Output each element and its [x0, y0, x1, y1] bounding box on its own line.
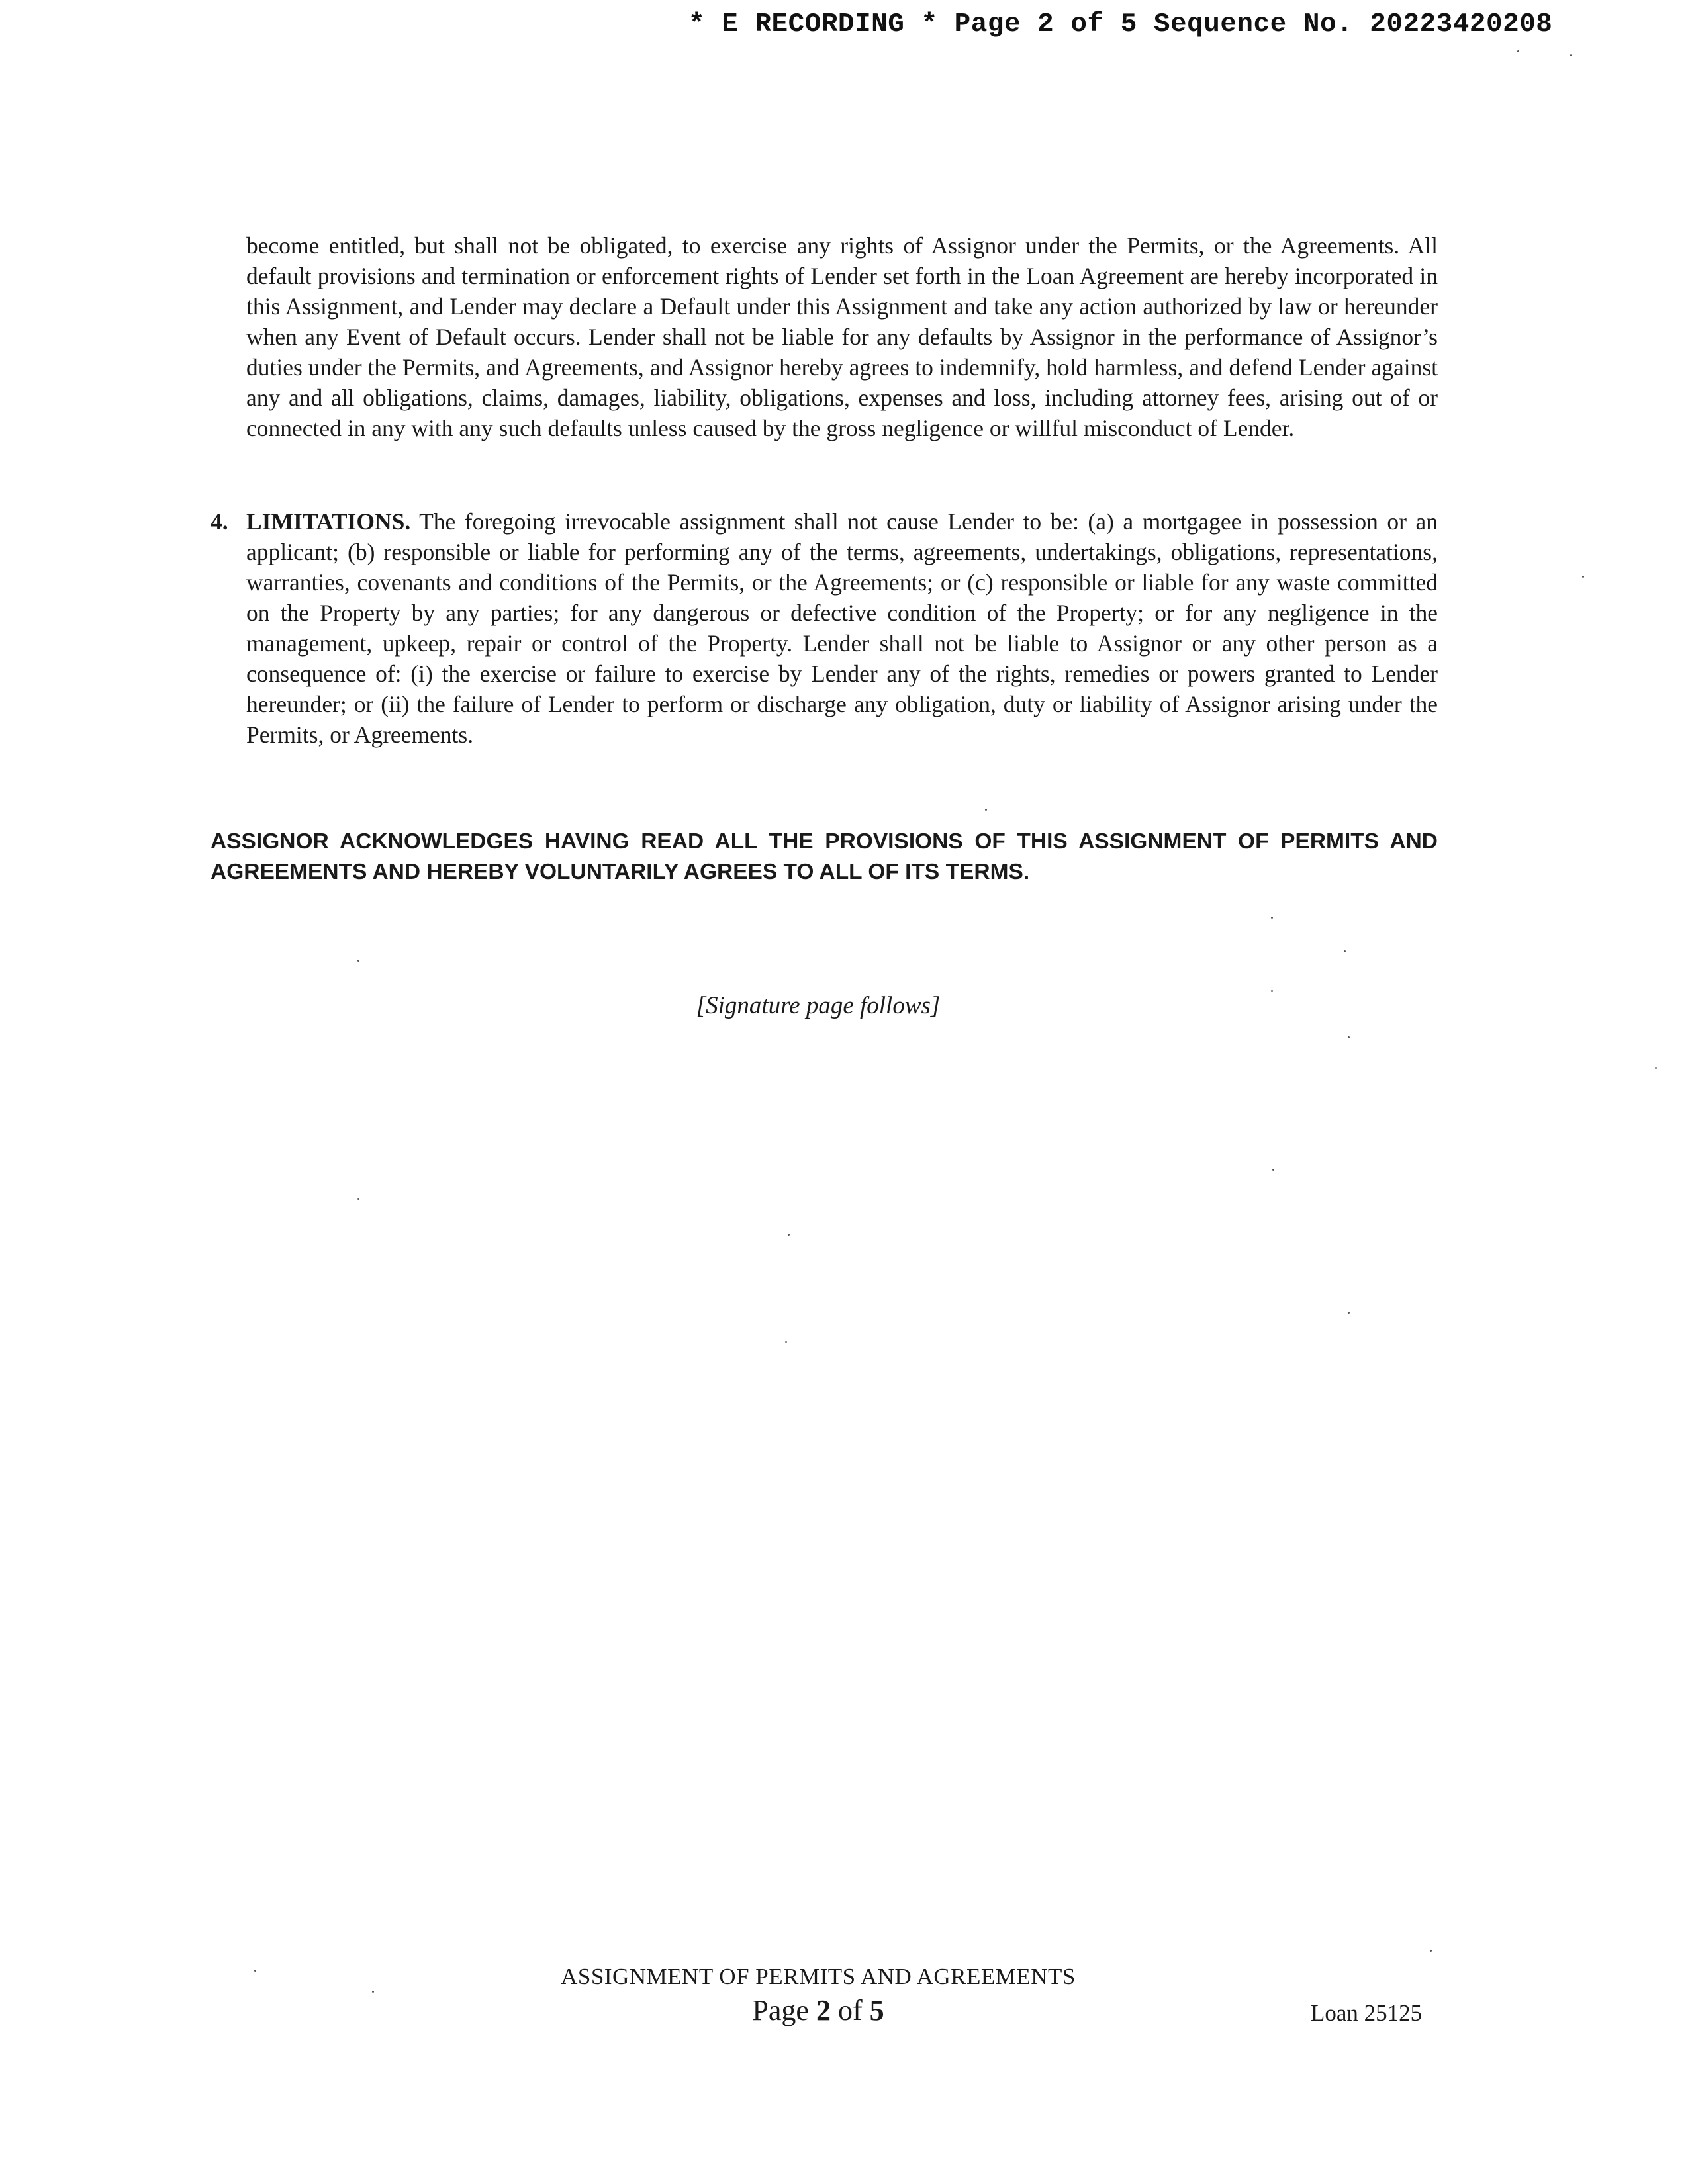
section-number: 4.: [211, 508, 228, 535]
scan-speck: [785, 1341, 787, 1343]
scan-speck: [985, 809, 987, 811]
page-label: Page: [752, 1994, 809, 2026]
scan-speck: [357, 1198, 359, 1200]
page-total: 5: [869, 1994, 884, 2026]
continued-paragraph: become entitled, but shall not be obligated, to exercise any rights of Assignor under the Permits, or the Agreements. All default provisions and termination or enforcement rights of Lender set forth in the Loan Agreement are hereby incorporated in this Assignment, and Lender may declare a Default under this Assignment and take any action authorized by law or hereunder when any Event of Default occurs. Lender shall not be liable for any defaults by Assignor in the performance of Assignor’s duties under the Permits, and Agreements, and Assignor hereby agrees to indemnify, hold harmless, and defend Lender against any and all obligations, claims, damages, liability, obligations, expenses and loss, including attorney fees, arising out of or connected in any with any such defaults unless caused by the gross negligence or willful misconduct of Lender.: [246, 232, 1438, 441]
section-limitations: [211, 506, 1438, 750]
signature-page-note: [Signature page follows]: [696, 992, 941, 1019]
scan-speck: [254, 1970, 256, 1972]
scan-speck: [1348, 1036, 1350, 1038]
scan-speck: [788, 1234, 790, 1236]
acknowledgment-statement: ASSIGNOR ACKNOWLEDGES HAVING READ ALL THE PROVISIONS OF THIS ASSIGNMENT OF PERMITS AND AGREEMENTS AND HEREBY VOLUNTARILY AGREES TO ALL OF ITS TERMS.: [211, 829, 1438, 884]
scan-speck: [1570, 54, 1572, 56]
page-of: of: [837, 1994, 863, 2026]
recording-stamp: * E RECORDING * Page 2 of 5 Sequence No. 20223420208: [688, 9, 1553, 40]
scan-speck: [1582, 576, 1584, 578]
scan-speck: [1517, 50, 1519, 52]
footer-loan-number: Loan 25125: [1311, 2000, 1423, 2026]
scan-speck: [1655, 1067, 1657, 1069]
scan-speck: [1344, 950, 1346, 952]
scan-speck: [357, 960, 359, 962]
section-body: [246, 506, 1438, 750]
scan-speck: [1430, 1950, 1432, 1952]
scan-speck: [1271, 917, 1273, 919]
footer-document-title: ASSIGNMENT OF PERMITS AND AGREEMENTS: [561, 1964, 1076, 1989]
scan-speck: [372, 1991, 374, 1993]
section-heading: LIMITATIONS.: [246, 508, 411, 535]
scan-speck: [1272, 1169, 1274, 1171]
scan-speck: [1348, 1312, 1350, 1314]
scan-speck: [1271, 990, 1273, 992]
page-current: 2: [816, 1994, 831, 2026]
section-text: The foregoing irrevocable assignment shall not cause Lender to be: (a) a mortgagee in possession or an applicant; (b) responsible or liable for performing any of the terms, agreements, undertakings, obligations, representations, warranties, covenants and conditions of the Permits, or the Agreements; or (c) responsible or liable for any waste committed on the Property by any parties; for any dangerous or defective condition of the Property; or for any negligence in the management, upkeep, repair or control of the Property. Lender shall not be liable to Assignor or any other person as a consequence of: (i) the exercise or failure to exercise by Lender any of the rights, remedies or powers granted to Lender hereunder; or (ii) the failure of Lender to perform or discharge any obligation, duty or liability of Assignor arising under the Permits, or Agreements.: [246, 508, 1438, 748]
